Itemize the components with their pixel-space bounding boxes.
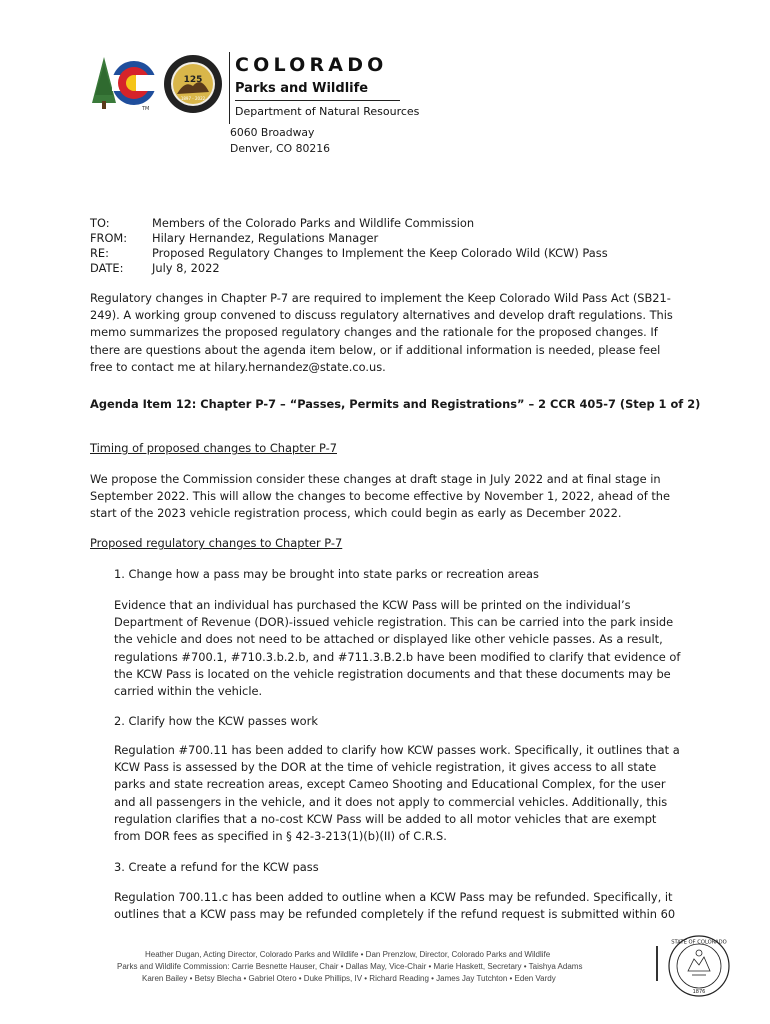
state-of-colorado-seal-icon [668, 935, 730, 997]
svg-text:TM: TM [142, 106, 150, 112]
intro-paragraph [90, 290, 673, 376]
memo-date-value: July 8, 2022 [152, 261, 220, 275]
125-years-seal-icon [163, 54, 223, 114]
seal-text: STATE OF COLORADO [671, 939, 727, 946]
footer-divider [656, 946, 658, 981]
item-3-line: outlines that a KCW pass may be refunded completely if the refund request is submitted within 60 [114, 907, 676, 922]
item-2-line: regulation clarifies that a no-cost KCW Pass will be added to all motor vehicles that are exempt [114, 811, 657, 826]
item-1-line: the KCW Pass is located on the vehicle registration documents and that these documents may be [114, 666, 671, 681]
item-2-line: from DOR fees as specified in § 42-3-213(1)(b)(II) of C.R.S. [114, 829, 447, 844]
intro-line: Regulatory changes in Chapter P-7 are required to implement the Keep Colorado Wild Pass Act (SB21- [90, 291, 671, 305]
intro-line: memo summarizes the proposed regulatory changes and the rationale for the proposed changes. If [90, 325, 658, 340]
seal-year: 1876 [692, 989, 706, 995]
division-name: Parks and Wildlife [235, 81, 369, 96]
memo-from-value: Hilary Hernandez, Regulations Manager [152, 231, 379, 245]
item-2-line: and all passengers in the vehicle, and it does not apply to commercial vehicles. Additionally, this [114, 794, 668, 809]
division-underline [235, 100, 400, 101]
item-3-line: Regulation 700.11.c has been added to outline when a KCW Pass may be refunded. Specifically, it [114, 890, 673, 904]
timing-line: September 2022. This will allow the changes to become effective by November 1, 2022, ahead of the [90, 489, 671, 504]
item-1-paragraph [114, 597, 680, 700]
item-1-title: 1. Change how a pass may be brought into state parks or recreation areas [114, 567, 539, 581]
item-1-line: Evidence that an individual has purchased the KCW Pass will be printed on the individual’s [114, 598, 631, 612]
colorado-flag-tree-logo-icon [90, 55, 160, 113]
svg-text:1897 - 2022: 1897 - 2022 [180, 96, 206, 101]
footer-line-2: Parks and Wildlife Commission: Carrie Besnette Hauser, Chair • Dallas May, Vice-Chair • Marie Haskett, Secretary • Taishya Adams [117, 962, 583, 971]
intro-line: there are questions about the agenda item below, or if additional information is needed, please feel [90, 342, 661, 357]
timing-heading: Timing of proposed changes to Chapter P-7 [90, 441, 337, 455]
intro-line: free to contact me at hilary.hernandez@state.co.us. [90, 359, 386, 374]
item-1-line: the vehicle and does not need to be attached or displayed like other vehicle passes. As a result, [114, 632, 663, 647]
footer-line-3: Karen Bailey • Betsy Blecha • Gabriel Otero • Duke Phillips, IV • Richard Reading • James Jay Tutchton • Eden Vardy [142, 974, 556, 983]
intro-line: 249). A working group convened to discuss regulatory alternatives and develop draft regulations. This [90, 308, 673, 323]
svg-text:125: 125 [183, 75, 203, 85]
memo-to-label: TO: [90, 216, 110, 230]
letterhead-divider [229, 52, 230, 124]
timing-paragraph [90, 471, 670, 523]
memo-to-value: Members of the Colorado Parks and Wildlife Commission [152, 216, 475, 230]
item-2-line: Regulation #700.11 has been added to clarify how KCW passes work. Specifically, it outlines that a [114, 743, 680, 757]
footer-line-1: Heather Dugan, Acting Director, Colorado Parks and Wildlife • Dan Prenzlow, Director, Colorado Parks and Wildlife [145, 950, 551, 959]
address-city: Denver, CO 80216 [230, 142, 330, 155]
item-3-title: 3. Create a refund for the KCW pass [114, 860, 319, 874]
department-name: Department of Natural Resources [235, 105, 420, 118]
item-2-title: 2. Clarify how the KCW passes work [114, 714, 318, 728]
proposed-heading: Proposed regulatory changes to Chapter P-7 [90, 536, 343, 550]
item-2-line: KCW Pass is assessed by the DOR at the time of vehicle registration, it gives access to all state [114, 760, 657, 775]
memo-re-label: RE: [90, 246, 109, 260]
item-1-line: carried within the vehicle. [114, 684, 263, 699]
address-street: 6060 Broadway [230, 126, 315, 139]
memo-re-value: Proposed Regulatory Changes to Implement the Keep Colorado Wild (KCW) Pass [152, 246, 608, 260]
timing-line: We propose the Commission consider these changes at draft stage in July 2022 and at final stage in [90, 472, 661, 486]
memo-from-label: FROM: [90, 231, 128, 245]
item-3-paragraph [114, 889, 675, 923]
agenda-heading: Agenda Item 12: Chapter P-7 – “Passes, Permits and Registrations” – 2 CCR 405-7 (Step 1 of 2) [90, 397, 701, 411]
agency-name: COLORADO [235, 54, 388, 76]
memo-date-label: DATE: [90, 261, 124, 275]
item-1-line: Department of Revenue (DOR)-issued vehicle registration. This can be carried into the park inside [114, 615, 674, 630]
item-2-paragraph [114, 742, 680, 845]
item-1-line: regulations #700.1, #710.3.b.2.b, and #711.3.B.2.b have been modified to clarify that evidence of [114, 649, 681, 664]
timing-line: start of the 2023 vehicle registration process, which could begin as early as December 2022. [90, 506, 622, 521]
item-2-line: parks and state recreation areas, except Cameo Shooting and Educational Complex, for the user [114, 777, 666, 792]
